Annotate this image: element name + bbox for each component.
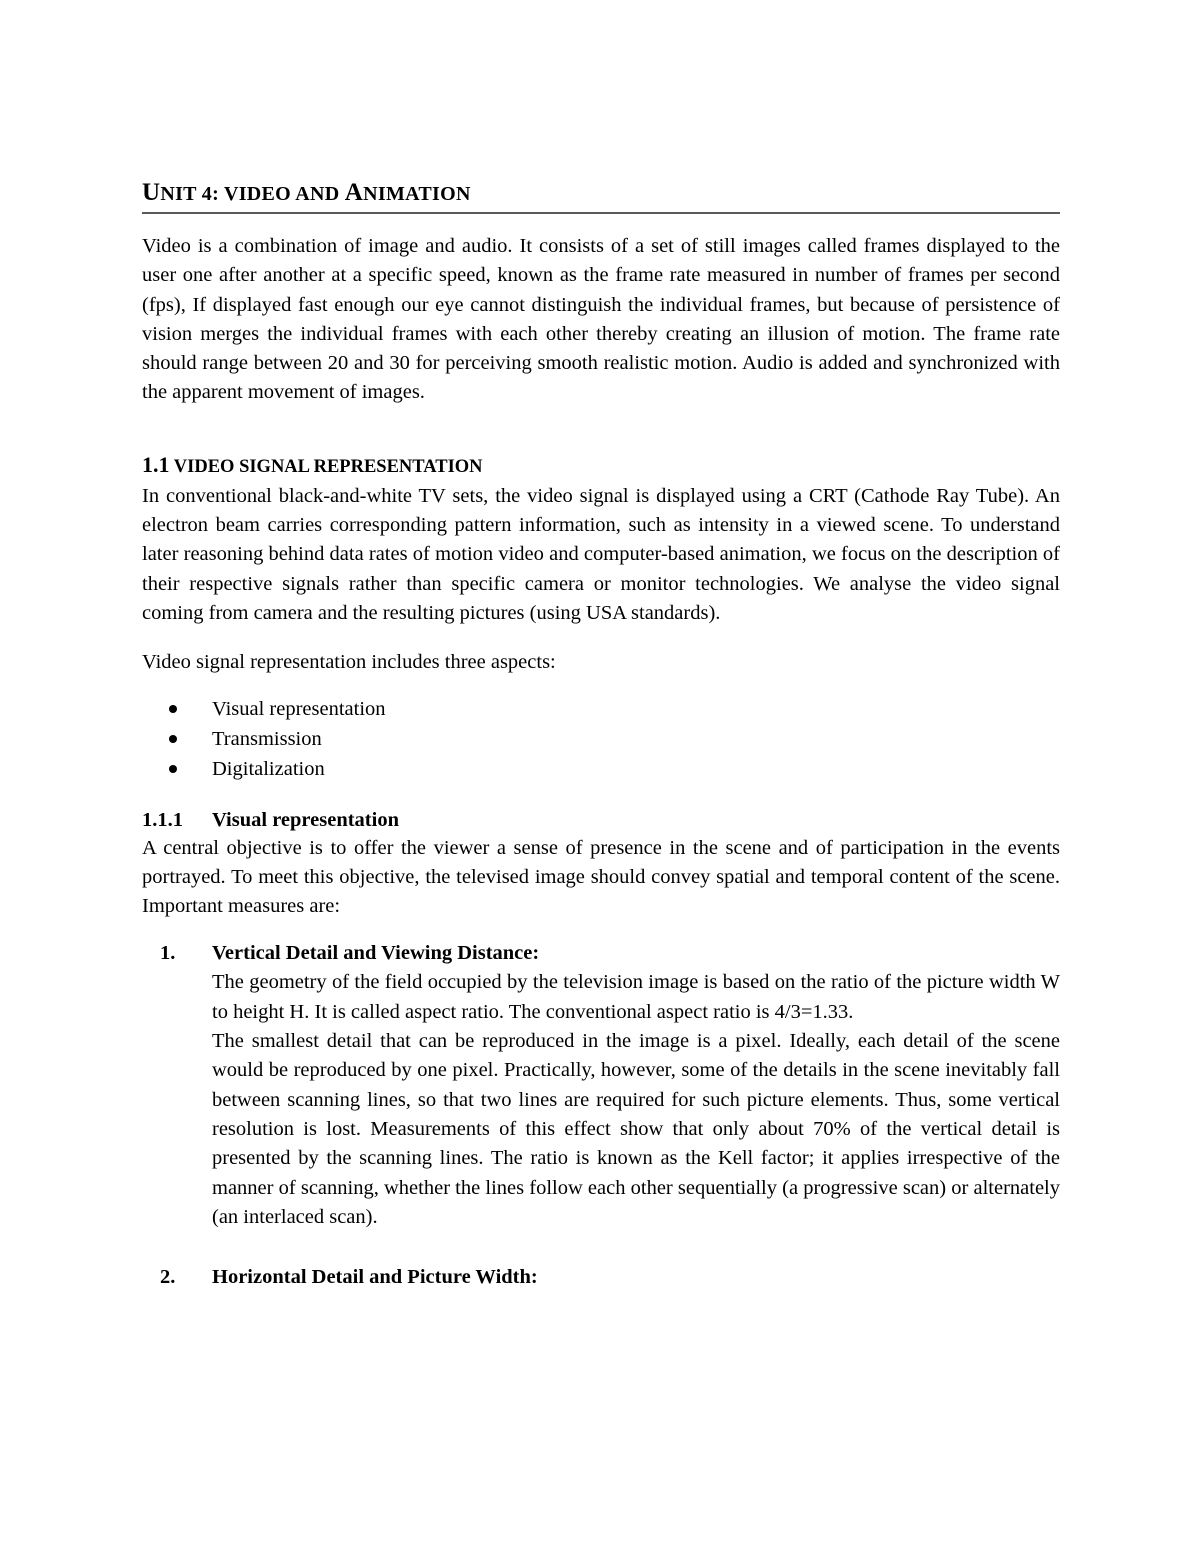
- section-1-1-title: VIDEO SIGNAL REPRESENTATION: [169, 456, 483, 477]
- measure-title: Horizontal Detail and Picture Width:: [212, 1266, 538, 1289]
- aspect-label: Transmission: [212, 727, 322, 750]
- list-item: [142, 754, 1060, 784]
- list-item: [142, 724, 1060, 754]
- aspect-label: Digitalization: [212, 757, 325, 780]
- section-1-1-heading: [142, 452, 1060, 480]
- section-1-1-1-number: 1.1.1: [142, 808, 183, 831]
- aspect-label: Visual representation: [212, 697, 386, 720]
- unit-title: [142, 180, 1060, 214]
- measure-paragraph: The geometry of the field occupied by the television image is based on the ratio of the picture width W to height H. It is called aspect ratio. The conventional aspect ratio is 4/3=1.33.: [212, 971, 1060, 1023]
- measures-list: [142, 939, 1060, 1292]
- list-item: [142, 694, 1060, 724]
- measure-number: 2.: [160, 1266, 176, 1289]
- bullet-icon: [169, 705, 177, 713]
- intro-paragraph: Video is a combination of image and audio. It consists of a set of still images called frames displayed to the user one after another at a specific speed, known as the frame rate measured in number of frames per second (fps), If displayed fast enough our eye cannot distinguish the individual frames, but because of persistence of vision merges the individual frames with each other thereby creating an illusion of motion. The frame rate should range between 20 and 30 for perceiving smooth realistic motion. Audio is added and synchronized with the apparent movement of images.: [142, 235, 1060, 404]
- section-1-1-1-title: Visual representation: [212, 808, 399, 831]
- bullet-icon: [169, 765, 177, 773]
- measure-title: Vertical Detail and Viewing Distance:: [212, 942, 540, 965]
- list-item: [142, 1263, 1060, 1292]
- unit-title-part-2: NIMATION: [363, 183, 471, 205]
- section-1-1-1-heading: [142, 806, 1060, 834]
- section-1-1-body: In conventional black-and-white TV sets, the video signal is displayed using a CRT (Cathode Ray Tube). An electron beam carries corresponding pattern information, such as intensity in a viewed scene. To understand later reasoning behind data rates of motion video and computer-based animation, we focus on the description of their respective signals rather than specific camera or monitor technologies. We analyse the video signal coming from camera and the resulting pictures (using USA standards).: [142, 484, 1060, 624]
- section-1-1-number: 1.1: [142, 451, 170, 477]
- measure-number: 1.: [160, 942, 176, 965]
- document-page: [142, 180, 1060, 1292]
- unit-title-initial-u: U: [142, 179, 161, 206]
- measure-paragraph: The smallest detail that can be reproduced in the image is a pixel. Ideally, each detail of the scene would be reproduced by one pixel. Practically, however, some of the details in the scene inevitably fall between scanning lines, so that two lines are required for such picture elements. Thus, some vertical resolution is lost. Measurements of this effect show that only about 70% of the vertical detail is presented by the scanning lines. The ratio is known as the Kell factor; it applies irrespective of the manner of scanning, whether the lines follow each other sequentially (a progressive scan) or alternately (an interlaced scan).: [212, 1030, 1060, 1228]
- aspects-list: [142, 694, 1060, 784]
- unit-title-initial-a: A: [344, 179, 364, 206]
- aspects-intro: Video signal representation includes three aspects:: [142, 651, 556, 674]
- section-1-1-1-body: A central objective is to offer the viewer a sense of presence in the scene and of participation in the events portrayed. To meet this objective, the televised image should convey spatial and temporal content of the scene. Important measures are:: [142, 836, 1060, 918]
- unit-title-part-1: NIT 4: VIDEO AND: [160, 183, 345, 205]
- list-item: [142, 939, 1060, 1232]
- bullet-icon: [169, 735, 177, 743]
